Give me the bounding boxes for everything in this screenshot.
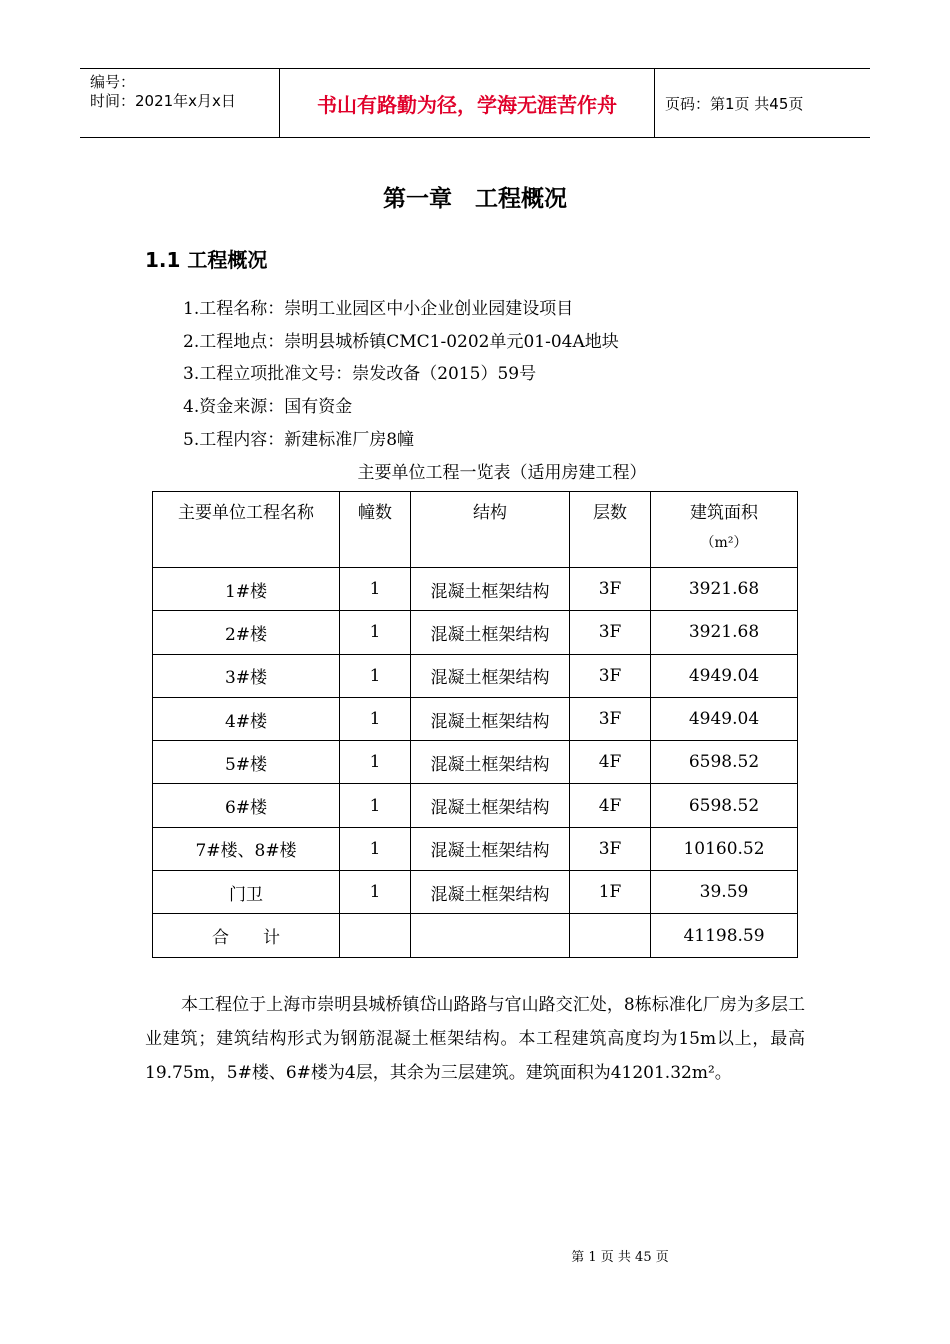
table-cell: 3F [570, 568, 651, 611]
table-header-row [153, 492, 798, 568]
table-cell: 混凝土框架结构 [411, 871, 570, 914]
col-header-area [651, 492, 798, 568]
table-cell: 2#楼 [153, 611, 340, 654]
col-header-area-label: 建筑面积 [690, 503, 758, 523]
page-header [80, 68, 870, 138]
table-cell: 4949.04 [651, 697, 798, 740]
table-cell: 1 [340, 784, 411, 827]
table-cell: 4F [570, 784, 651, 827]
table-cell [411, 914, 570, 957]
table-cell: 混凝土框架结构 [411, 784, 570, 827]
table-cell: 3F [570, 697, 651, 740]
table-cell: 1 [340, 827, 411, 870]
unit-works-table [152, 491, 798, 958]
table-cell [340, 914, 411, 957]
col-header-floors: 层数 [570, 492, 651, 568]
table-row [153, 784, 798, 827]
table-cell: 10160.52 [651, 827, 798, 870]
table-row [153, 741, 798, 784]
table-cell: 1 [340, 697, 411, 740]
table-cell: 6598.52 [651, 784, 798, 827]
chapter-title: 第一章 工程概况 [383, 186, 567, 212]
table-cell: 1F [570, 871, 651, 914]
table-cell: 混凝土框架结构 [411, 611, 570, 654]
table-cell: 混凝土框架结构 [411, 741, 570, 784]
table-cell: 门卫 [153, 871, 340, 914]
table-row [153, 871, 798, 914]
table-cell: 7#楼、8#楼 [153, 827, 340, 870]
table-cell: 3F [570, 611, 651, 654]
table-cell: 混凝土框架结构 [411, 827, 570, 870]
description-paragraph [145, 988, 805, 1090]
table-cell: 4949.04 [651, 654, 798, 697]
table-cell: 混凝土框架结构 [411, 654, 570, 697]
col-header-structure: 结构 [411, 492, 570, 568]
table-cell: 5#楼 [153, 741, 340, 784]
table-cell: 3921.68 [651, 568, 798, 611]
table-row [153, 697, 798, 740]
header-time: 时间：2021年x月x日 [90, 92, 236, 110]
table-row [153, 568, 798, 611]
section-title: 1.1 工程概况 [145, 248, 268, 272]
table-cell: 3#楼 [153, 654, 340, 697]
table-cell: 6598.52 [651, 741, 798, 784]
header-motto: 书山有路勤为径，学海无涯苦作舟 [280, 69, 655, 137]
table-cell: 混凝土框架结构 [411, 697, 570, 740]
paragraph-text: 本工程位于上海市崇明县城桥镇岱山路路与官山路交汇处，8栋标准化厂房为多层工业建筑；建筑结构形式为钢筋混凝土框架结构。本工程建筑高度均为15m以上，最高19.75m，5#楼、6#楼为4层，其余为三层建筑。建筑面积为41201.32m²。 [145, 995, 805, 1083]
list-item: 4.资金来源：国有资金 [183, 397, 353, 418]
total-label: 合 计 [153, 914, 340, 957]
list-item: 2.工程地点：崇明县城桥镇CMC1-0202单元01-04A地块 [183, 331, 619, 352]
header-page: 页码：第1页 共45页 [665, 94, 804, 113]
table-cell: 39.59 [651, 871, 798, 914]
header-meta [80, 69, 280, 137]
col-header-area-unit: （m²） [700, 535, 748, 551]
col-header-count: 幢数 [340, 492, 411, 568]
list-item: 1.工程名称：崇明工业园区中小企业创业园建设项目 [183, 299, 574, 319]
table-total-row [153, 914, 798, 957]
table-cell: 1 [340, 611, 411, 654]
table-cell: 1 [340, 871, 411, 914]
project-info-list [183, 293, 619, 456]
total-value: 41198.59 [651, 914, 798, 957]
list-item: 5.工程内容：新建标准厂房8幢 [183, 429, 415, 450]
list-item: 3.工程立项批准文号：崇发改备（2015）59号 [183, 364, 537, 385]
table-row [153, 611, 798, 654]
table-row [153, 654, 798, 697]
table-cell: 3F [570, 827, 651, 870]
table-cell: 4F [570, 741, 651, 784]
table-cell: 1 [340, 654, 411, 697]
table-cell: 3F [570, 654, 651, 697]
table-caption: 主要单位工程一览表（适用房建工程） [357, 463, 647, 483]
table-cell: 混凝土框架结构 [411, 568, 570, 611]
table-cell: 1 [340, 741, 411, 784]
table-cell: 6#楼 [153, 784, 340, 827]
page-footer: 第 1 页 共 45 页 [571, 1250, 669, 1265]
table-cell: 1#楼 [153, 568, 340, 611]
header-number: 编号： [90, 73, 136, 91]
table-cell: 4#楼 [153, 697, 340, 740]
table-cell: 1 [340, 568, 411, 611]
table-cell: 3921.68 [651, 611, 798, 654]
col-header-name: 主要单位工程名称 [153, 492, 340, 568]
table-row [153, 827, 798, 870]
table-cell [570, 914, 651, 957]
